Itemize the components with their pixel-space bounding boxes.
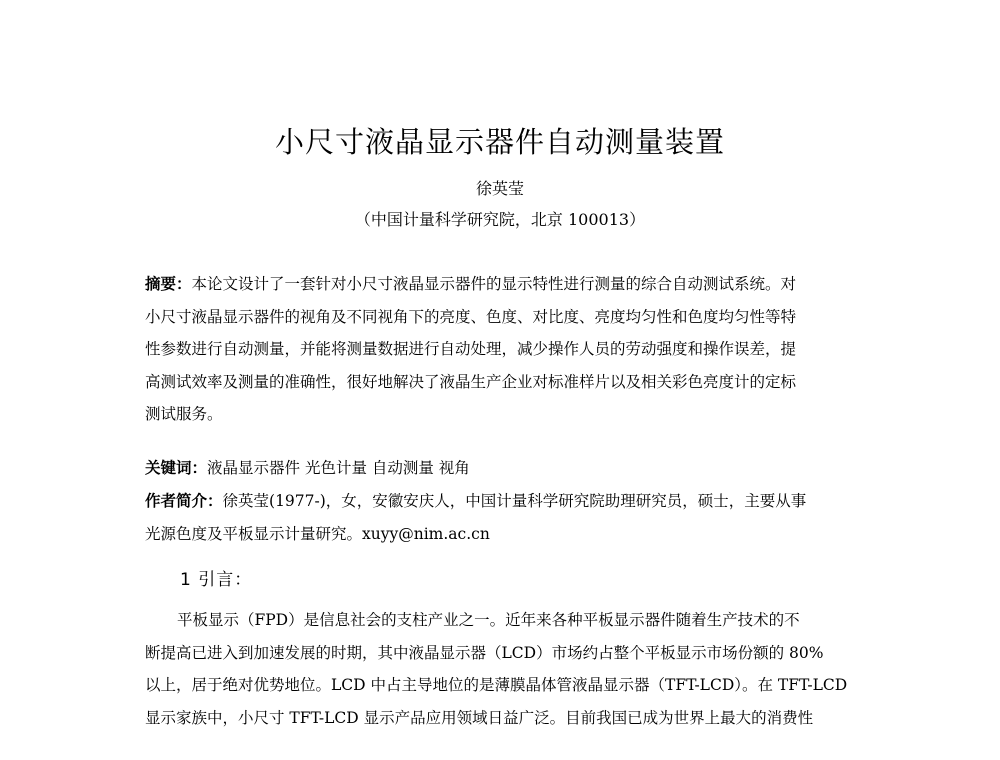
- paper-title: 小尺寸液晶显示器件自动测量装置: [274, 125, 725, 159]
- paragraph-line: 显示家族中，小尺寸 TFT-LCD 显示产品应用领域日益广泛。目前我国已成为世界上最大的消费性: [145, 708, 814, 727]
- author-bio: [145, 485, 857, 550]
- bio-text: 徐英莹(1977-)，女，安徽安庆人，中国计量科学研究院助理研究员，硕士，主要从事: [222, 492, 807, 510]
- paragraph-line: 断提高已进入到加速发展的时期，其中液晶显示器（LCD）市场约占整个平板显示市场份额的 80%: [145, 643, 824, 662]
- keywords-text: 液晶显示器件 光色计量 自动测量 视角: [207, 459, 470, 477]
- keywords-label: 关键词：: [145, 458, 208, 477]
- introduction-paragraph: [145, 604, 857, 734]
- abstract: [145, 268, 857, 431]
- keywords-line: [145, 452, 857, 485]
- bio-label: 作者简介：: [145, 491, 223, 510]
- keywords: [145, 452, 857, 485]
- section-heading-introduction: 1 引言：: [180, 570, 253, 590]
- bio-line: [145, 485, 857, 518]
- abstract-line: 性参数进行自动测量，并能将测量数据进行自动处理，减少操作人员的劳动强度和操作误差，提: [145, 340, 797, 358]
- paragraph-line: 平板显示（FPD）是信息社会的支柱产业之一。近年来各种平板显示器件随着生产技术的不: [177, 611, 800, 629]
- abstract-text: 本论文设计了一套针对小尺寸液晶显示器件的显示特性进行测量的综合自动测试系统。对: [191, 275, 797, 293]
- author-name: 徐英莹: [475, 179, 524, 198]
- abstract-label: 摘要：: [145, 274, 192, 293]
- abstract-line: 高测试效率及测量的准确性，很好地解决了液晶生产企业对标准样片以及相关彩色亮度计的定标: [145, 372, 797, 391]
- abstract-line: 测试服务。: [145, 405, 223, 423]
- abstract-line: [145, 268, 857, 301]
- bio-line: 光源色度及平板显示计量研究。xuyy@nim.ac.cn: [145, 524, 490, 543]
- abstract-line: 小尺寸液晶显示器件的视角及不同视角下的亮度、色度、对比度、亮度均匀性和色度均匀性等特: [145, 307, 797, 326]
- author-affiliation: （中国计量科学研究院，北京 100013）: [354, 210, 646, 229]
- paragraph-line: 以上，居于绝对优势地位。LCD 中占主导地位的是薄膜晶体管液晶显示器（TFT-LCD）。在 TFT-LCD: [145, 676, 848, 694]
